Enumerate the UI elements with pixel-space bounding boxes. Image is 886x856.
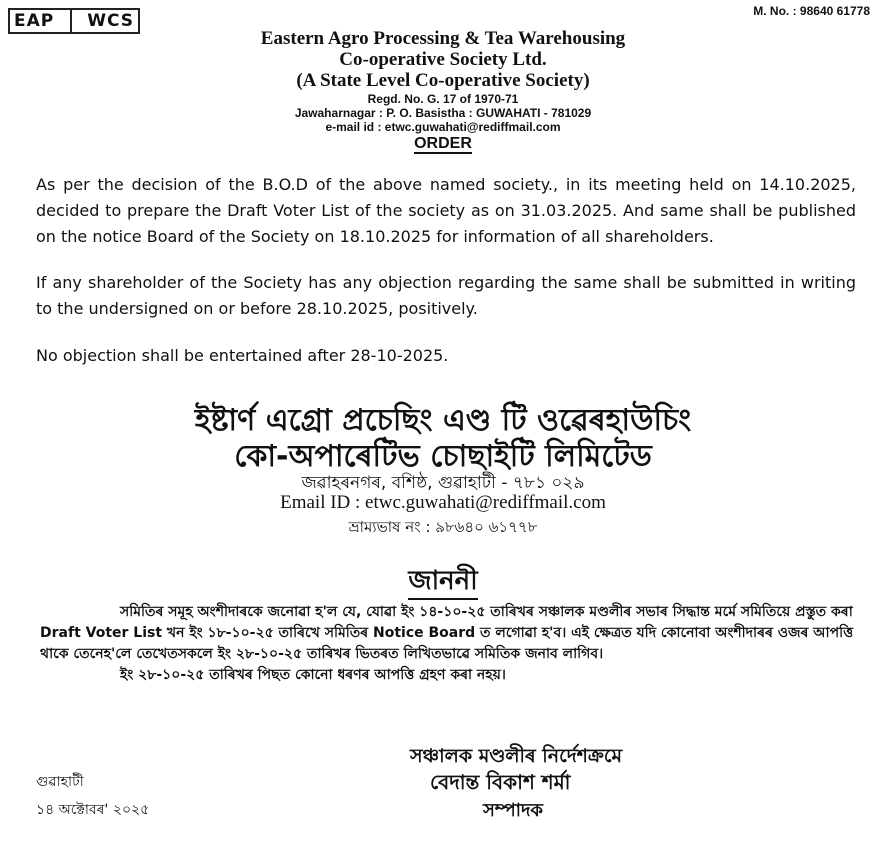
logo-text-right: WCS (87, 11, 134, 31)
order-heading (0, 135, 886, 153)
assamese-phone: ভ্ৰাম্যভাষ নং : ৯৮৬৪০ ৬১৭৭৮ (348, 518, 538, 536)
postal-address: Jawaharnagar : P. O. Basistha : GUWAHATI - 781029 (294, 106, 592, 120)
org-name-line3: (A State Level Co-operative Society) (296, 70, 590, 91)
date-of-issue: ১৪ অক্টোবৰ' ২০২৫ (36, 802, 150, 818)
registration-number: Regd. No. G. 17 of 1970-71 (367, 92, 519, 106)
order-paragraph-1: As per the decision of the B.O.D of the above named society., in its meeting held on 14.10.2025, decided to prepare the Draft Voter List of the society as on 31.03.2025. And same shall be published on the notice Board of the Society on 18.10.2025 for information of all shareholders. (36, 175, 856, 246)
signatory-title: সম্পাদক (483, 800, 544, 821)
place-of-issue: গুৱাহাটী (36, 774, 84, 790)
logo-text-left: EAP (14, 11, 55, 31)
assamese-email: Email ID : etwc.guwahati@rediffmail.com (280, 492, 606, 513)
notice-paragraph-2: ইং ২৮-১০-২৫ তাৰিখৰ পিছত কোনো ধৰণৰ আপত্তি গ্ৰহণ কৰা নহয়। (120, 667, 506, 683)
assamese-org-name-line2: কো-অপাৰেটিভ চোছাইটি লিমিটেড (234, 439, 652, 474)
notice-heading-text: জাননী (408, 566, 477, 600)
assamese-address: জৱাহৰনগৰ, বশিষ্ঠ, গুৱাহাটী - ৭৮১ ০২৯ (301, 473, 585, 493)
mobile-number: M. No. : 98640 61778 (753, 4, 870, 18)
order-heading-text: ORDER (414, 135, 472, 152)
order-paragraph-3: No objection shall be entertained after 28-10-2025. (36, 346, 449, 365)
assamese-org-name-line1: ইষ্টাৰ্ণ এগ্ৰো প্ৰচেছিং এণ্ড টি ওৱেৰহাউচিং (194, 403, 692, 438)
org-name-line1: Eastern Agro Processing & Tea Warehousing (260, 28, 626, 49)
signatory-name: বেদান্ত বিকাশ শৰ্মা (430, 770, 571, 794)
org-name-line2: Co-operative Society Ltd. (339, 49, 547, 70)
notice-body (40, 602, 860, 686)
notice-paragraph-1: সমিতিৰ সমূহ অংশীদাৰকে জনোৱা হ'ল যে, যোৱা ইং ১৪-১০-২৫ তাৰিখৰ সঞ্চালক মণ্ডলীৰ সভাৰ সিদ্ধান্ত মৰ্মে সমিতিয়ে প্ৰস্তুত কৰা Draft Voter List খন ইং ১৮-১০-২৫ তাৰিখে সমিতিৰ Notice Board ত লগোৱা হ'ব। এই ক্ষেত্ৰত যদি কোনোবা অংশীদাৰৰ ওজৰ আপত্তি থাকে তেনেহ'লে তেখেতসকলে ইং ২৮-১০-২৫ তাৰিখৰ ভিতৰত লিখিতভাৱে সমিতিক জনাব লাগিব। (40, 604, 854, 662)
signature-authority-line: সঞ্চালক মণ্ডলীৰ নিৰ্দেশক্ৰমে (410, 745, 622, 767)
order-paragraph-2: If any shareholder of the Society has any objection regarding the same shall be submitted in writing to the undersigned on or before 28.10.2025, positively. (36, 273, 856, 318)
email-address: e-mail id : etwc.guwahati@rediffmail.com (325, 120, 561, 134)
notice-heading (0, 560, 886, 604)
